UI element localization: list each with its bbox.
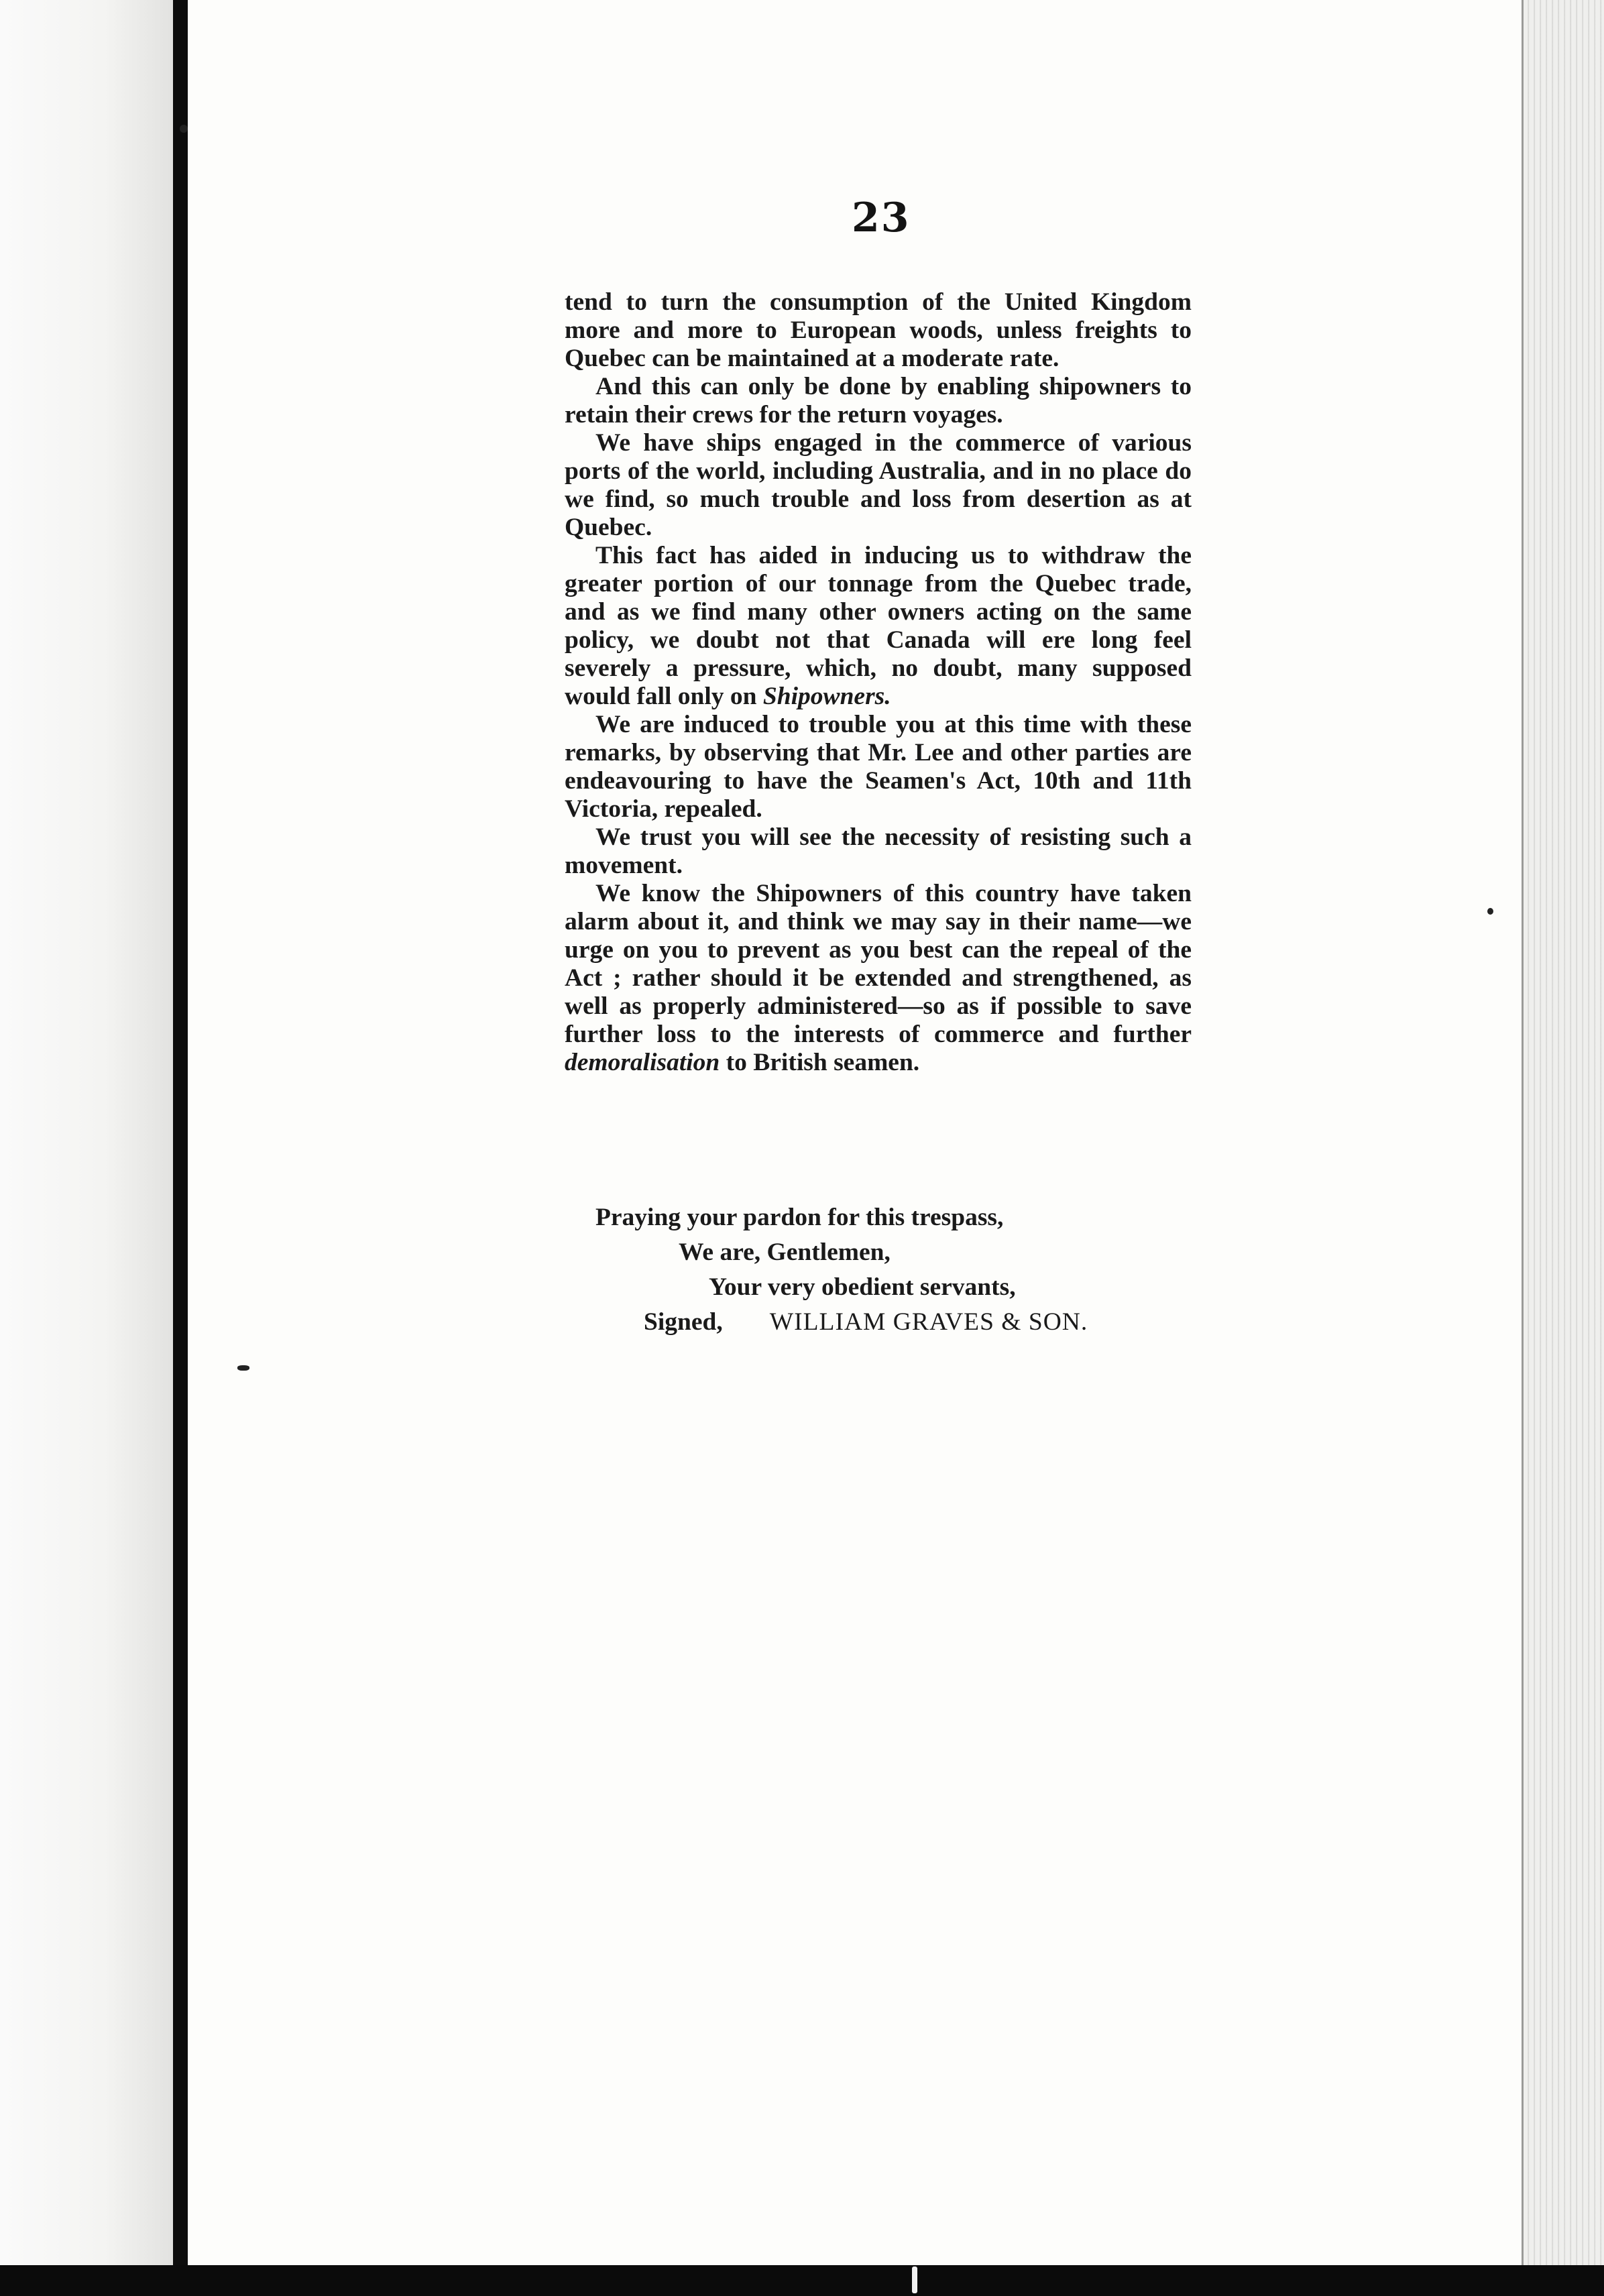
paragraph [565, 880, 1192, 1077]
paragraph [565, 823, 1192, 880]
paragraph-text: We know the Shipowners of this country have taken alarm about it, and think we may say in their name—we urge on you to prevent as you best can the repeal of the Act ; rather should it be extended and strengthened, as well as properly administered—so as if possible to save further loss to the interests of commerce and further [565, 880, 1192, 1048]
paragraph-text: We have ships engaged in the commerce of various ports of the world, including Australia, and in no place do we find, so much trouble and loss from desertion as at Quebec. [565, 429, 1192, 541]
page-stack-edge [1522, 0, 1604, 2296]
signature-line [565, 1305, 1235, 1340]
ink-speck [1487, 908, 1493, 915]
paragraph-text: We are induced to trouble you at this time with these remarks, by observing that Mr. Lee and other parties are endeavouring to have the Seamen's Act, 10th and 11th Victoria, repealed. [565, 711, 1192, 823]
body-text [565, 288, 1192, 1077]
paragraph-text: to British seamen. [720, 1049, 920, 1076]
paragraph-text: tend to turn the consumption of the United Kingdom more and more to European woods, unless freights to Quebec can be maintained at a moderate rate. [565, 288, 1192, 372]
ink-speck [237, 1365, 249, 1371]
binding-edge [173, 0, 188, 2266]
signatory-name: WILLIAM GRAVES & SON. [769, 1308, 1088, 1336]
paragraph [565, 288, 1192, 373]
paragraph [565, 711, 1192, 823]
italic-text: Shipowners. [762, 683, 891, 710]
paragraph-text: And this can only be done by enabling shipowners to retain their crews for the return voyages. [565, 373, 1192, 428]
paragraph [565, 373, 1192, 429]
facing-page-margin [0, 0, 173, 2296]
italic-text: demoralisation [565, 1049, 720, 1076]
letter-closing [565, 1200, 1235, 1340]
ink-speck [912, 2266, 917, 2293]
page-number: 23 [852, 194, 911, 241]
bottom-scan-edge [0, 2265, 1604, 2296]
paragraph-text: We trust you will see the necessity of resisting such a movement. [565, 823, 1192, 879]
paragraph-text: This fact has aided in inducing us to withdraw the greater portion of our tonnage from the Quebec trade, and as we find many other owners acting on the same policy, we doubt not that Canada will ere long feel severely a pressure, which, no doubt, many supposed would fall only on [565, 542, 1192, 710]
signed-label: Signed, [644, 1308, 723, 1336]
paragraph [565, 542, 1192, 711]
valediction-line: Your very obedient servants, [709, 1273, 1016, 1301]
ink-speck [180, 125, 188, 133]
closing-line: Praying your pardon for this trespass, [595, 1204, 1004, 1231]
paragraph [565, 429, 1192, 542]
salutation-line: We are, Gentlemen, [679, 1239, 891, 1266]
